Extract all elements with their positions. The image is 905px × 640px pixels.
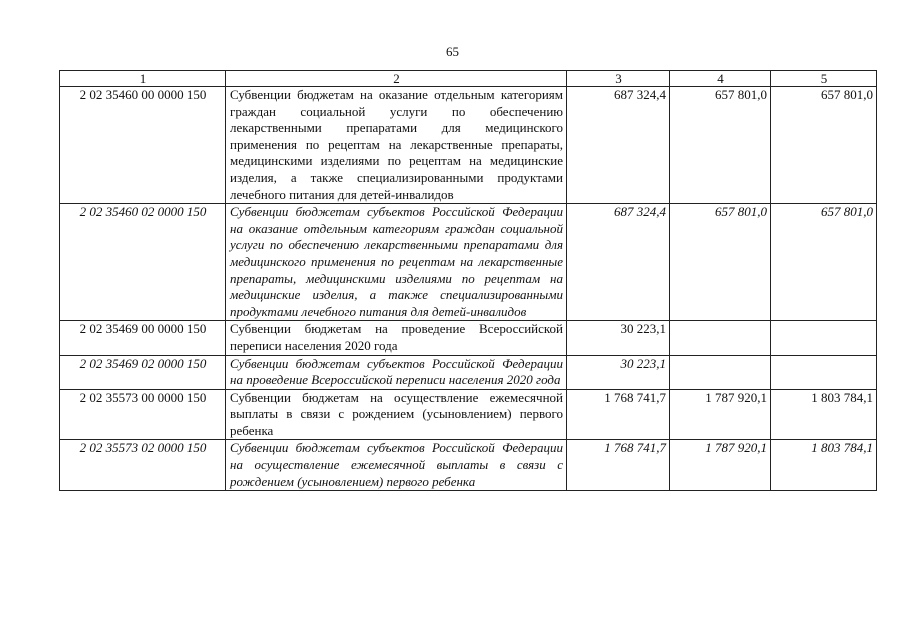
amount-cell-col5 bbox=[771, 321, 877, 355]
budget-code-cell: 2 02 35573 02 0000 150 bbox=[60, 440, 226, 491]
budget-code-cell: 2 02 35460 00 0000 150 bbox=[60, 87, 226, 204]
amount-cell-col4: 657 801,0 bbox=[670, 204, 771, 321]
amount-cell-col4: 1 787 920,1 bbox=[670, 440, 771, 491]
amount-cell-col3: 1 768 741,7 bbox=[567, 440, 670, 491]
amount-cell-col3: 1 768 741,7 bbox=[567, 389, 670, 440]
amount-cell-col3: 687 324,4 bbox=[567, 204, 670, 321]
description-cell: Субвенции бюджетам субъектов Российской Федерации на проведение Всероссийской переписи населения 2020 года bbox=[226, 355, 567, 389]
column-header-5: 5 bbox=[771, 71, 877, 87]
table-row bbox=[60, 389, 877, 440]
amount-cell-col5: 657 801,0 bbox=[771, 87, 877, 204]
amount-cell-col3: 687 324,4 bbox=[567, 87, 670, 204]
budget-code-cell: 2 02 35469 02 0000 150 bbox=[60, 355, 226, 389]
amount-cell-col3: 30 223,1 bbox=[567, 355, 670, 389]
description-cell: Субвенции бюджетам субъектов Российской Федерации на оказание отдельным категориям граждан социальной услуги по обеспечению лекарственными препаратами для медицинского применения по рецептам на лекарственные препараты, медицинскими изделиями по рецептам на медицинские изделия, а также специализированными продуктами лечебного питания для детей-инвалидов bbox=[226, 204, 567, 321]
description-cell: Субвенции бюджетам на осуществление ежемесячной выплаты в связи с рождением (усыновлением) первого ребенка bbox=[226, 389, 567, 440]
description-cell: Субвенции бюджетам на оказание отдельным категориям граждан социальной услуги по обеспечению лекарственными препаратами для медицинского применения по рецептам на лекарственные препараты, медицинскими изделиями по рецептам на медицинские изделия, а также специализированными продуктами лечебного питания для детей-инвалидов bbox=[226, 87, 567, 204]
budget-code-cell: 2 02 35469 00 0000 150 bbox=[60, 321, 226, 355]
table-body bbox=[60, 87, 877, 491]
table-row bbox=[60, 321, 877, 355]
amount-cell-col5: 657 801,0 bbox=[771, 204, 877, 321]
page-number: 65 bbox=[446, 44, 459, 59]
amount-cell-col4: 657 801,0 bbox=[670, 87, 771, 204]
description-cell: Субвенции бюджетам субъектов Российской Федерации на осуществление ежемесячной выплаты в связи с рождением (усыновлением) первого ребенка bbox=[226, 440, 567, 491]
table-row bbox=[60, 204, 877, 321]
amount-cell-col4 bbox=[670, 355, 771, 389]
column-header-3: 3 bbox=[567, 71, 670, 87]
table-row bbox=[60, 87, 877, 204]
budget-code-cell: 2 02 35460 02 0000 150 bbox=[60, 204, 226, 321]
amount-cell-col5 bbox=[771, 355, 877, 389]
column-header-4: 4 bbox=[670, 71, 771, 87]
amount-cell-col5: 1 803 784,1 bbox=[771, 389, 877, 440]
description-cell: Субвенции бюджетам на проведение Всероссийской переписи населения 2020 года bbox=[226, 321, 567, 355]
budget-code-cell: 2 02 35573 00 0000 150 bbox=[60, 389, 226, 440]
column-header-1: 1 bbox=[60, 71, 226, 87]
header-row bbox=[60, 71, 877, 87]
amount-cell-col3: 30 223,1 bbox=[567, 321, 670, 355]
amount-cell-col4 bbox=[670, 321, 771, 355]
table-row bbox=[60, 440, 877, 491]
column-header-2: 2 bbox=[226, 71, 567, 87]
budget-table bbox=[59, 70, 877, 491]
amount-cell-col5: 1 803 784,1 bbox=[771, 440, 877, 491]
amount-cell-col4: 1 787 920,1 bbox=[670, 389, 771, 440]
table-row bbox=[60, 355, 877, 389]
